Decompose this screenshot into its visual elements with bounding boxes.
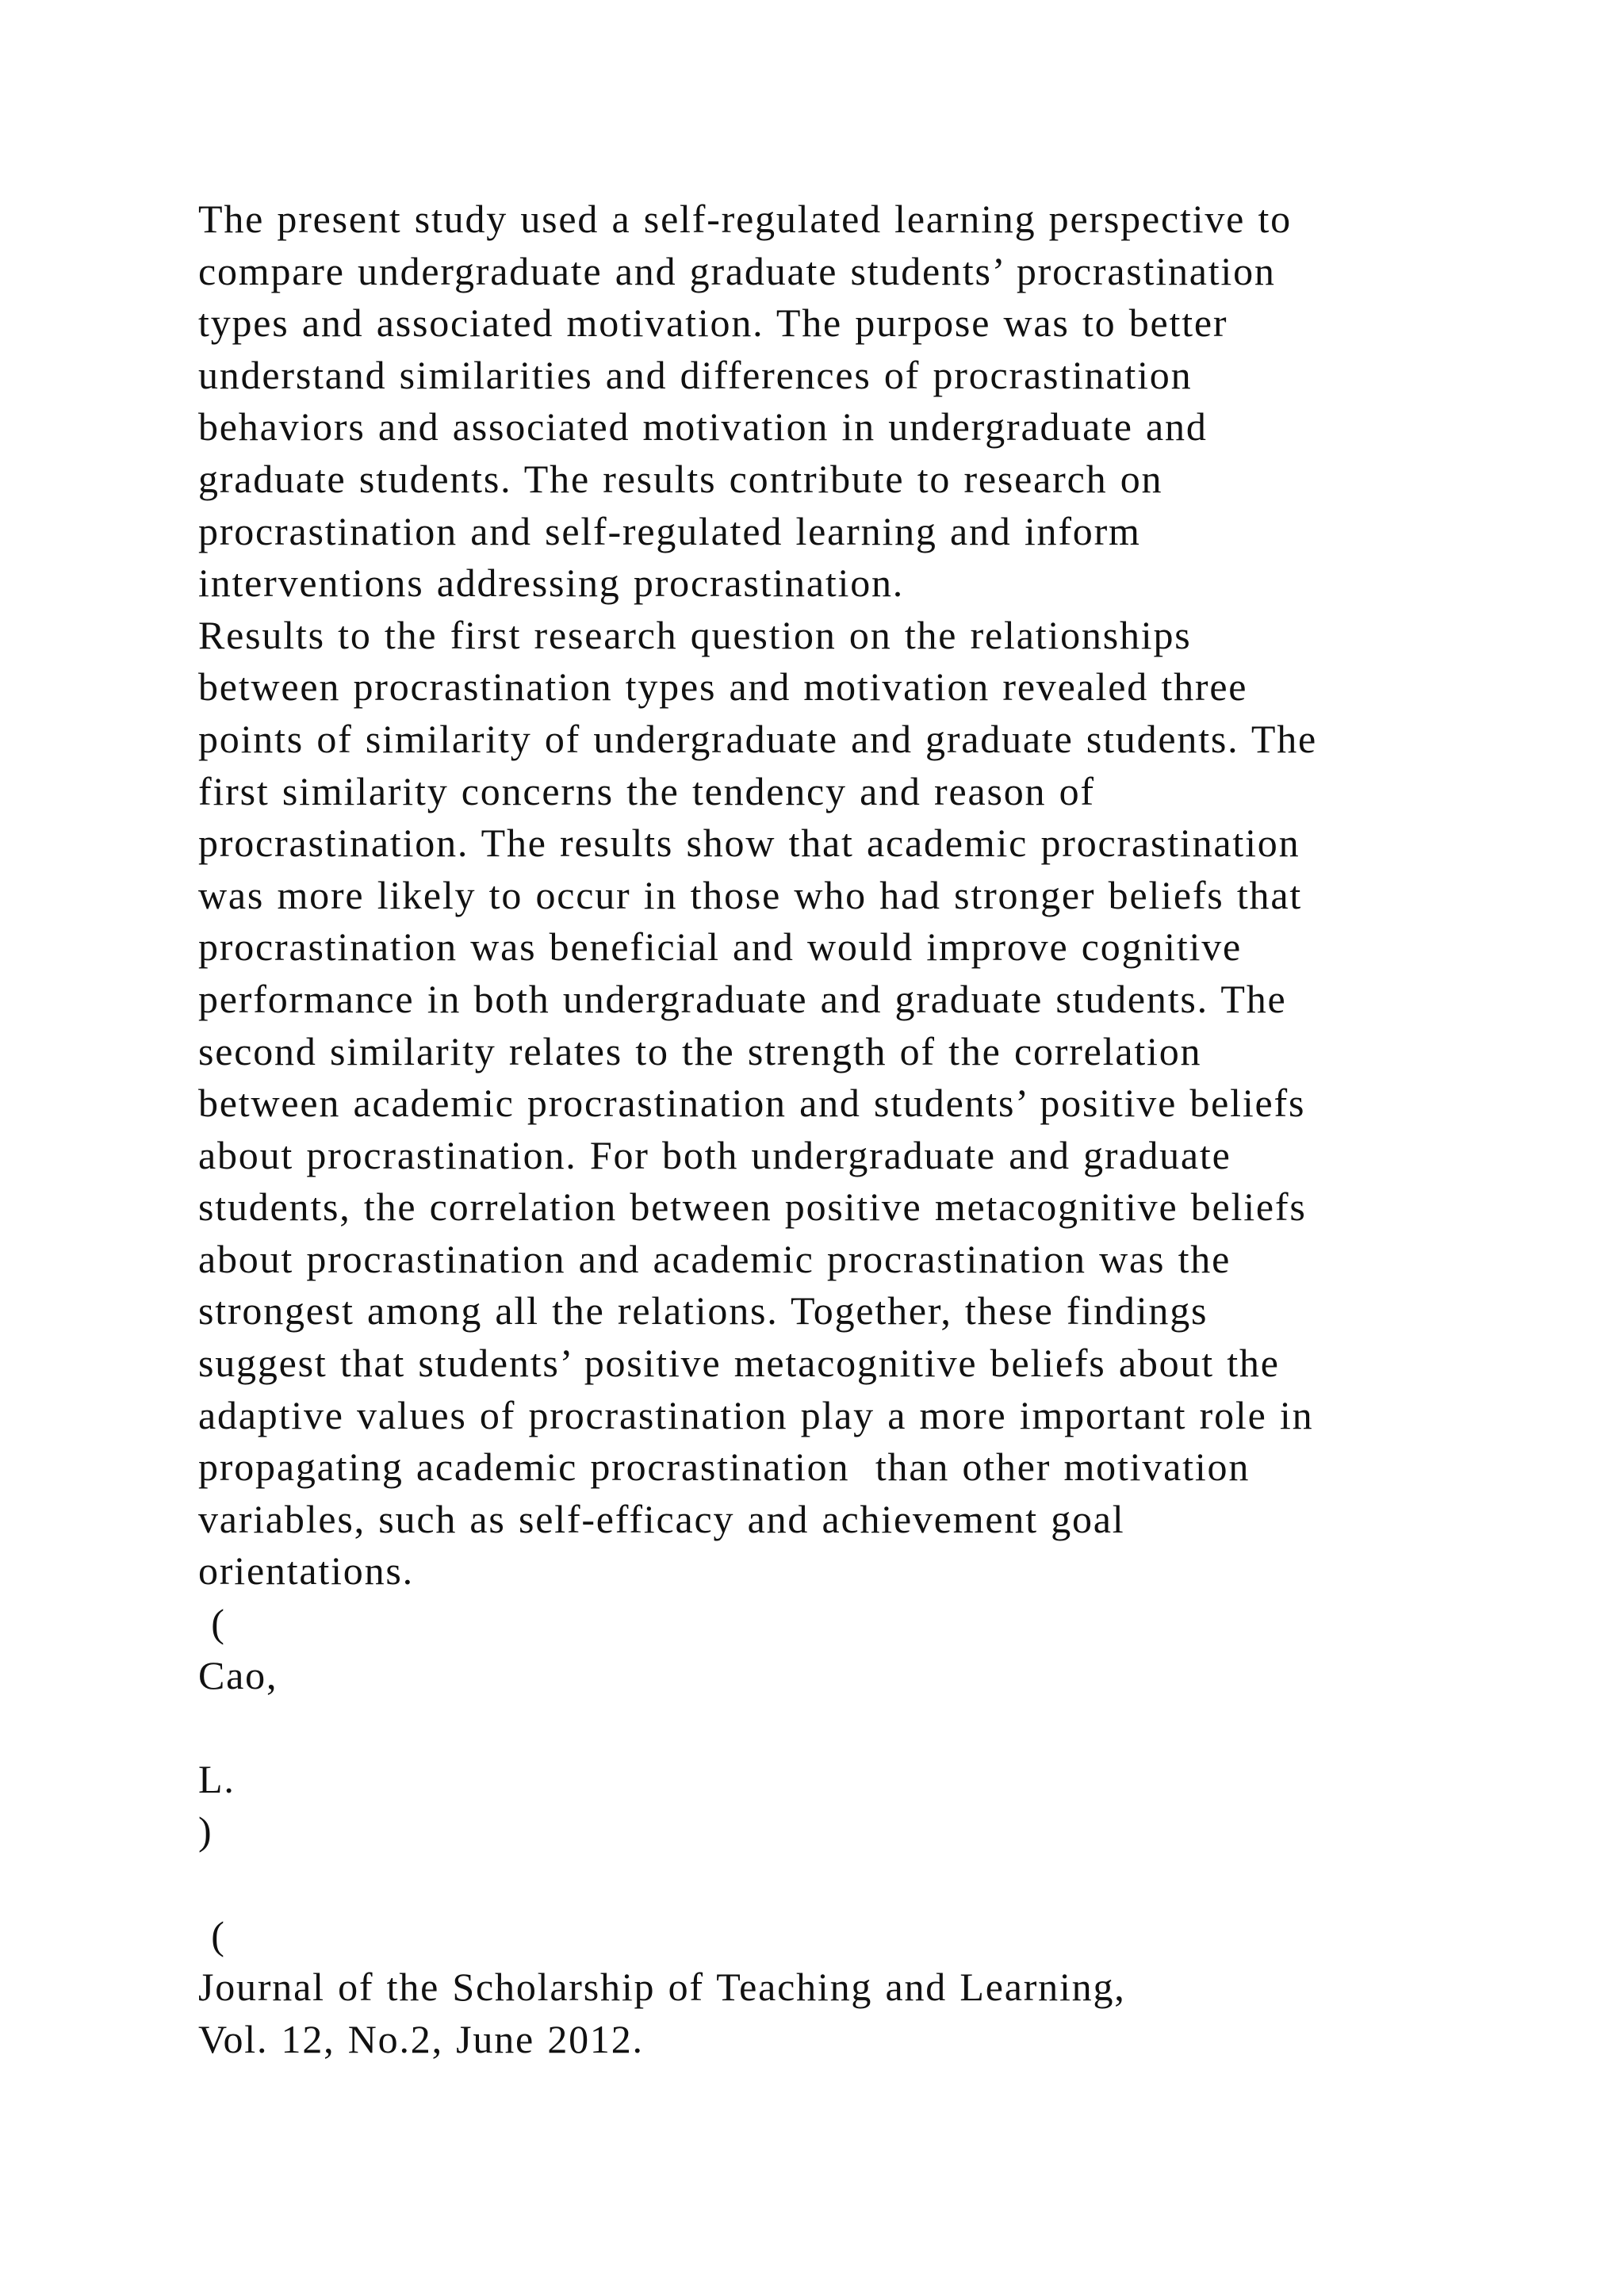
text-line: ( <box>198 1912 226 1957</box>
text-line: first similarity concerns the tendency and reason of <box>198 768 1095 813</box>
text-line: performance in both undergraduate and graduate students. The <box>198 976 1287 1021</box>
text-line: adaptive values of procrastination play a more important role in <box>198 1392 1314 1437</box>
text-line: about procrastination. For both undergraduate and graduate <box>198 1132 1231 1177</box>
text-line: behaviors and associated motivation in undergraduate and <box>198 404 1208 450</box>
text-line: Journal of the Scholarship of Teaching and Learning, <box>198 1965 1126 2010</box>
text-line: orientations. <box>198 1548 414 1594</box>
blank-line <box>198 1701 1546 1754</box>
text-line: variables, such as self-efficacy and achievement goal <box>198 1496 1125 1541</box>
text-line: The present study used a self-regulated learning perspective to <box>198 197 1292 241</box>
text-line: between procrastination types and motivation revealed three <box>198 664 1248 710</box>
text-line: Cao, <box>198 1652 278 1697</box>
text-line: students, the correlation between positive metacognitive beliefs <box>198 1184 1307 1230</box>
text-line: Results to the first research question on the relationships <box>198 612 1192 657</box>
text-line: ) <box>198 1808 213 1854</box>
text-line: was more likely to occur in those who had stronger beliefs that <box>198 872 1303 917</box>
text-line: types and associated motivation. The purpose was to better <box>198 300 1228 346</box>
text-line: second similarity relates to the strength of the correlation <box>198 1028 1202 1073</box>
text-line: points of similarity of undergraduate and graduate students. The <box>198 716 1317 761</box>
text-line: Vol. 12, No.2, June 2012. <box>198 2016 644 2061</box>
text-line: strongest among all the relations. Together, these findings <box>198 1288 1208 1334</box>
text-line: interventions addressing procrastination. <box>198 561 905 606</box>
text-line: compare undergraduate and graduate students’ procrastination <box>198 248 1276 293</box>
text-line: L. <box>198 1756 236 1801</box>
text-line: graduate students. The results contribute to research on <box>198 456 1163 501</box>
blank-line <box>198 1858 1546 1910</box>
text-line: procrastination and self-regulated learning and inform <box>198 508 1141 553</box>
text-line: procrastination was beneficial and would improve cognitive <box>198 924 1243 970</box>
text-line: about procrastination and academic procrastination was the <box>198 1236 1231 1281</box>
text-line: procrastination. The results show that academic procrastination <box>198 821 1300 866</box>
text-line: between academic procrastination and students’ positive beliefs <box>198 1081 1306 1126</box>
document-body <box>198 193 1546 2065</box>
text-line: suggest that students’ positive metacognitive beliefs about the <box>198 1341 1280 1386</box>
text-line: propagating academic procrastination than other motivation <box>198 1445 1251 1490</box>
text-line: ( <box>198 1601 226 1646</box>
text-line: understand similarities and differences of procrastination <box>198 352 1193 397</box>
